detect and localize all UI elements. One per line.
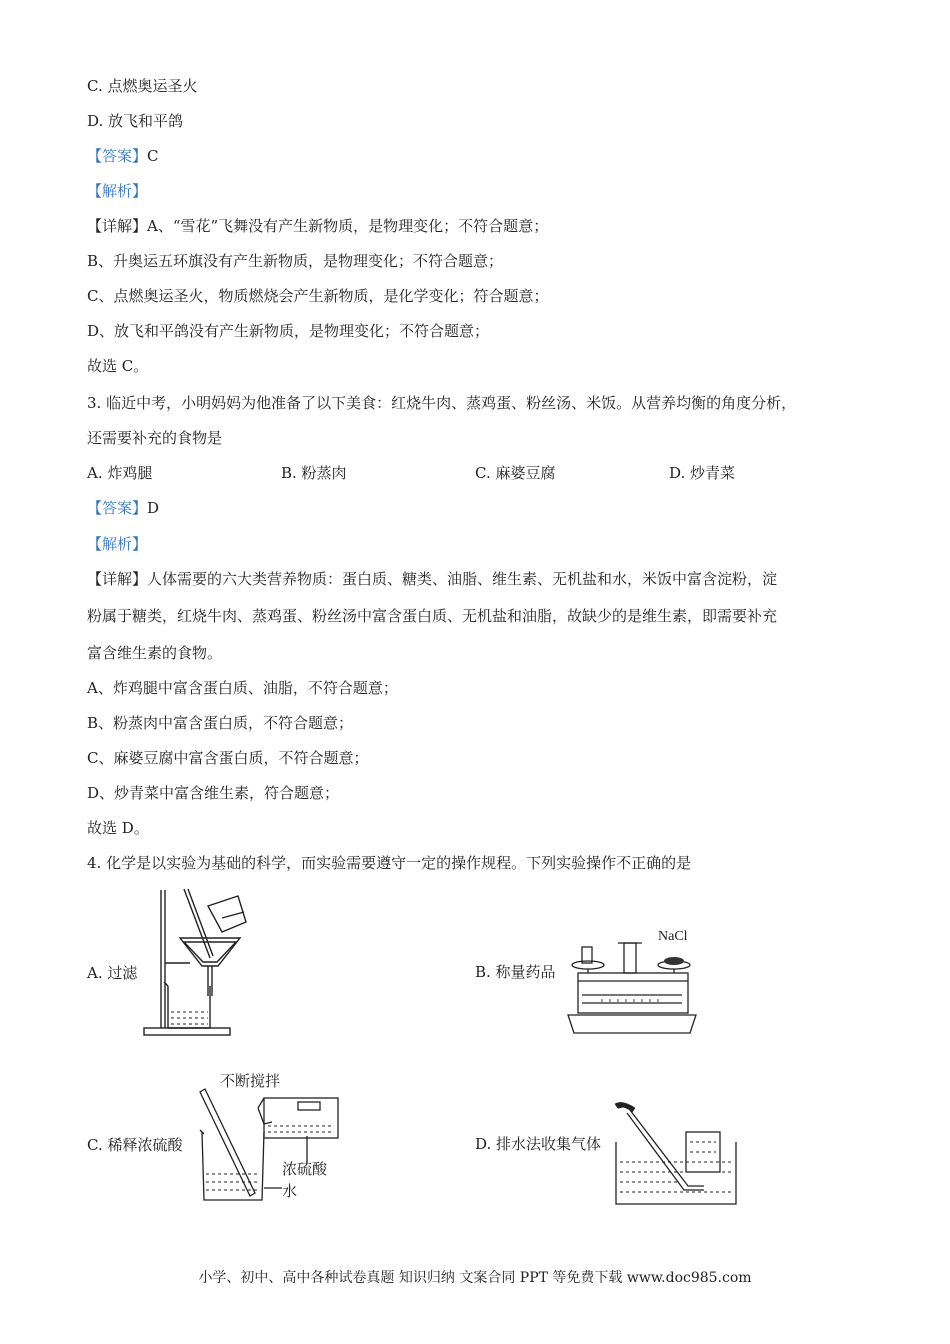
detail-line: C、点燃奥运圣火，物质燃烧会产生新物质，是化学变化；符合题意；	[87, 287, 549, 305]
page-footer: 小学、初中、高中各种试卷真题 知识归纳 文案合同 PPT 等免费下载 www.doc985.com	[198, 1270, 752, 1286]
detail-line	[87, 569, 777, 589]
filtration-figure	[140, 888, 252, 1038]
q4-option-d: D. 排水法收集气体	[475, 1135, 602, 1153]
detail-line: 故选 D。	[87, 819, 149, 837]
detail-tag: 【详解】	[87, 570, 148, 588]
stir-label: 不断搅拌	[220, 1072, 281, 1090]
analysis-tag: 【解析】	[87, 535, 148, 553]
detail-text: 人体需要的六大类营养物质：蛋白质、糖类、油脂、维生素、无机盐和水，米饭中富含淀粉，淀	[147, 570, 778, 588]
q3-option-a: A. 炸鸡腿	[87, 464, 153, 482]
answer-tag: 【答案】	[87, 499, 148, 517]
detail-tag: 【详解】	[87, 217, 148, 235]
answer-value: C	[147, 147, 159, 165]
q3-option-c: C. 麻婆豆腐	[475, 464, 556, 482]
detail-line: 粉属于糖类，红烧牛肉、蒸鸡蛋、粉丝汤中富含蛋白质、无机盐和油脂，故缺少的是维生素，即需要补充	[87, 607, 778, 625]
dilution-figure	[192, 1070, 342, 1210]
detail-text: A、“雪花”飞舞没有产生新物质，是物理变化；不符合题意；	[147, 217, 549, 235]
detail-line: 故选 C。	[87, 357, 149, 375]
detail-line: D、放飞和平鸽没有产生新物质，是物理变化；不符合题意；	[87, 322, 490, 340]
balance-figure	[562, 925, 702, 1037]
question-3-stem: 还需要补充的食物是	[87, 429, 223, 447]
q3-option-d: D. 炒青菜	[669, 464, 736, 482]
answer-value: D	[147, 499, 160, 517]
answer-line	[87, 498, 159, 518]
detail-line	[87, 216, 548, 236]
detail-line: 富含维生素的食物。	[87, 644, 223, 662]
option-c: C. 点燃奥运圣火	[87, 77, 198, 95]
q3-option-b: B. 粉蒸肉	[281, 464, 347, 482]
q4-option-c: C. 稀释浓硫酸	[87, 1136, 183, 1154]
gas-collection-figure	[610, 1100, 740, 1210]
water-label: 水	[282, 1182, 298, 1200]
detail-line: B、升奥运五环旗没有产生新物质，是物理变化；不符合题意；	[87, 252, 504, 270]
acid-label: 浓硫酸	[282, 1160, 328, 1178]
q4-option-b: B. 称量药品	[475, 963, 556, 981]
analysis-tag: 【解析】	[87, 182, 148, 200]
detail-line: C、麻婆豆腐中富含蛋白质，不符合题意；	[87, 749, 369, 767]
answer-tag: 【答案】	[87, 147, 148, 165]
detail-line: D、炒青菜中富含维生素，符合题意；	[87, 784, 340, 802]
question-4-stem: 4. 化学是以实验为基础的科学，而实验需要遵守一定的操作规程。下列实验操作不正确的是	[87, 854, 692, 872]
option-d: D. 放飞和平鸽	[87, 112, 184, 130]
question-3-stem: 3. 临近中考，小明妈妈为他准备了以下美食：红烧牛肉、蒸鸡蛋、粉丝汤、米饭。从营养均衡的角度分析，	[87, 394, 797, 412]
detail-line: A、炸鸡腿中富含蛋白质、油脂，不符合题意；	[87, 679, 398, 697]
detail-line: B、粉蒸肉中富含蛋白质，不符合题意；	[87, 714, 354, 732]
q4-option-a: A. 过滤	[87, 964, 138, 982]
answer-line	[87, 146, 159, 166]
nacl-label: NaCl	[658, 929, 688, 944]
